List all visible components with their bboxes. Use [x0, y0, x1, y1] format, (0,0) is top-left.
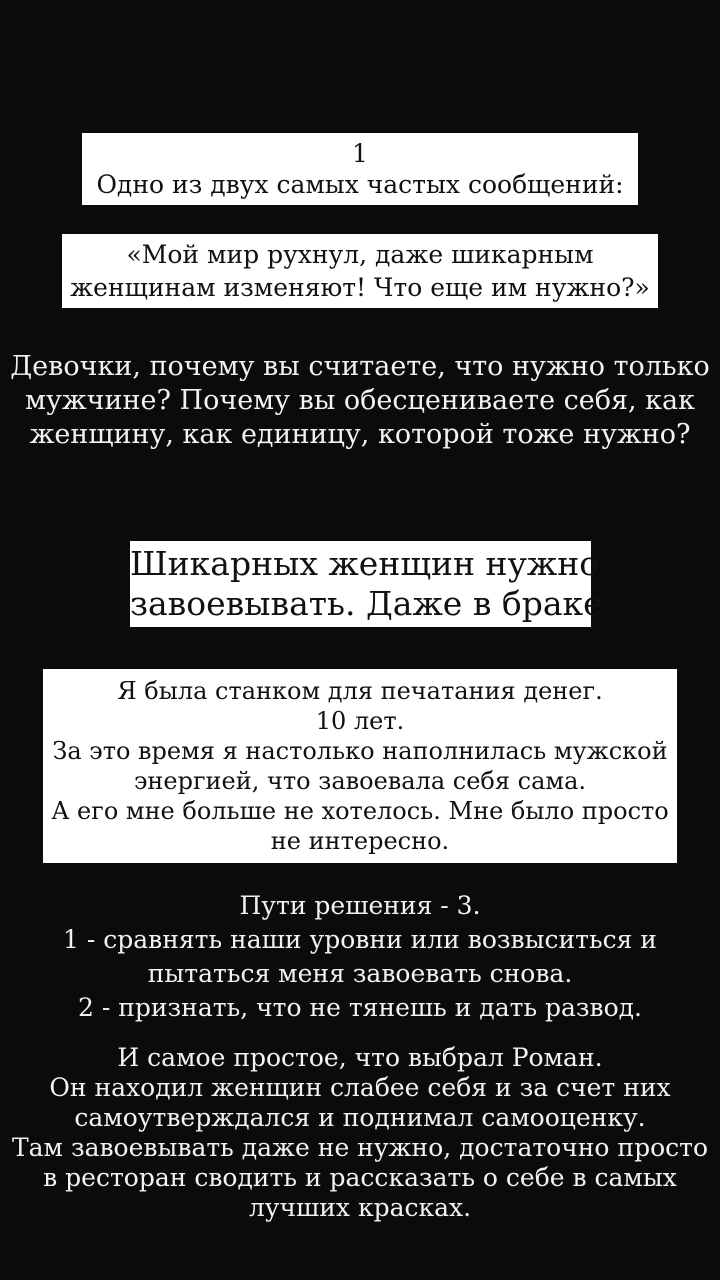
text-line: Шикарных женщин нужно [130, 544, 600, 583]
text-box-quote [62, 234, 658, 308]
text-line: 1 - сравнять наши уровни или возвыситься и [63, 925, 657, 954]
paragraph-question [0, 350, 720, 452]
text-line: И самое простое, что выбрал Роман. [117, 1043, 603, 1072]
text-line: Пути решения - 3. [239, 891, 481, 920]
text-line: не интересно. [270, 827, 450, 855]
text-line: 10 лет. [315, 707, 405, 735]
text-line: женщинам изменяют! Что еще им нужно?» [70, 273, 650, 302]
text-line: в ресторан сводить и рассказать о себе в самых [43, 1163, 677, 1192]
text-line: пытаться меня завоевать снова. [147, 959, 573, 988]
text-box-headline [130, 541, 614, 627]
text-box-story [43, 669, 677, 863]
text-line: Девочки, почему вы считаете, что нужно только [10, 351, 710, 382]
text-line: А его мне больше не хотелось. Мне было просто [51, 797, 669, 825]
paragraph-roman [0, 1043, 720, 1223]
text-line: 1 [352, 139, 368, 168]
text-line: Одно из двух самых частых сообщений: [96, 170, 624, 199]
text-line: лучших красках. [248, 1193, 472, 1222]
text-line: завоевывать. Даже в браке. [130, 584, 614, 623]
text-line: За это время я настолько наполнилась мужской [52, 737, 668, 765]
text-line: Там завоевывать даже не нужно, достаточно просто [11, 1133, 709, 1162]
text-box-intro [82, 133, 638, 205]
text-line: женщину, как единицу, которой тоже нужно? [29, 419, 691, 450]
text-line: самоутверждался и поднимал самооценку. [74, 1103, 646, 1132]
text-line: энергией, что завоевала себя сама. [133, 767, 587, 795]
text-line: Я была станком для печатания денег. [117, 677, 603, 705]
text-line: 2 - признать, что не тянешь и дать развод. [77, 993, 643, 1022]
text-line: «Мой мир рухнул, даже шикарным [126, 240, 594, 269]
text-line: мужчине? Почему вы обесцениваете себя, как [24, 385, 696, 416]
text-line: Он находил женщин слабее себя и за счет них [49, 1073, 671, 1102]
paragraph-solutions [0, 889, 720, 1025]
